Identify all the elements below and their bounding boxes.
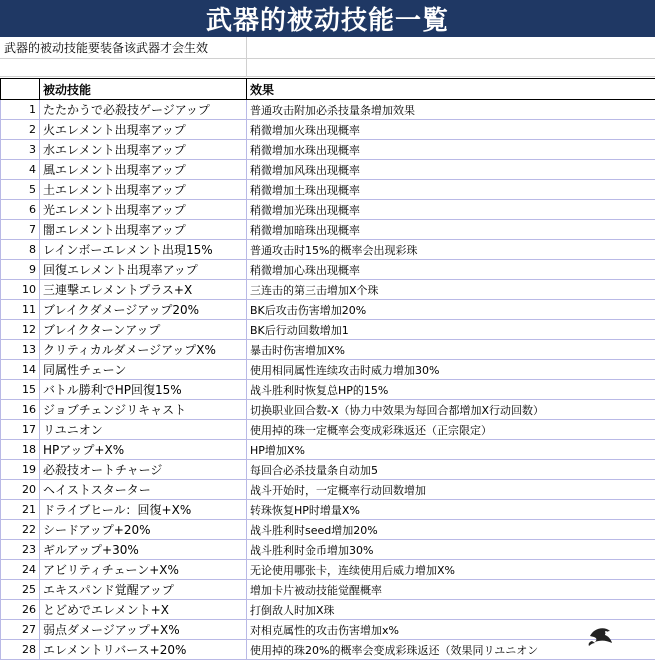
table-row bbox=[1, 600, 655, 620]
effect-cell: BK后行动回数增加1 bbox=[247, 320, 655, 340]
skill-column-header: 被动技能 bbox=[40, 79, 247, 100]
skill-name-cell: レインボーエレメント出現15% bbox=[40, 240, 247, 260]
row-number: 27 bbox=[1, 620, 40, 640]
table-row bbox=[1, 320, 655, 340]
effect-cell: 稍微增加心珠出现概率 bbox=[247, 260, 655, 280]
effect-cell: 普通攻击时15%的概率会出现彩珠 bbox=[247, 240, 655, 260]
skills-table bbox=[0, 78, 655, 660]
column-divider bbox=[246, 59, 247, 76]
effect-cell: 稍微增加风珠出现概率 bbox=[247, 160, 655, 180]
effect-cell: 转珠恢复HP时增量X% bbox=[247, 500, 655, 520]
fish-logo-icon bbox=[586, 622, 616, 648]
table-row bbox=[1, 380, 655, 400]
row-number: 25 bbox=[1, 580, 40, 600]
row-number: 15 bbox=[1, 380, 40, 400]
skill-name-cell: ジョブチェンジリキャスト bbox=[40, 400, 247, 420]
effect-cell: 战斗胜利时金币增加30% bbox=[247, 540, 655, 560]
effect-cell: 稍微增加火珠出现概率 bbox=[247, 120, 655, 140]
effect-cell: 使用相同属性连续攻击时威力增加30% bbox=[247, 360, 655, 380]
table-row bbox=[1, 520, 655, 540]
skill-name-cell: たたかうで必殺技ゲージアップ bbox=[40, 100, 247, 120]
row-number: 4 bbox=[1, 160, 40, 180]
row-number: 10 bbox=[1, 280, 40, 300]
row-number: 26 bbox=[1, 600, 40, 620]
table-row bbox=[1, 120, 655, 140]
table-row bbox=[1, 300, 655, 320]
page-title-banner bbox=[0, 0, 655, 37]
skill-name-cell: シードアップ+20% bbox=[40, 520, 247, 540]
effect-cell: 战斗胜利时恢复总HP的15% bbox=[247, 380, 655, 400]
table-row bbox=[1, 580, 655, 600]
skill-name-cell: とどめでエレメント+X bbox=[40, 600, 247, 620]
effect-column-header: 效果 bbox=[247, 79, 655, 100]
skill-name-cell: エキスパンド覚醒アップ bbox=[40, 580, 247, 600]
skill-name-cell: ギルアップ+30% bbox=[40, 540, 247, 560]
skill-name-cell: 同属性チェーン bbox=[40, 360, 247, 380]
skill-name-cell: クリティカルダメージアップX% bbox=[40, 340, 247, 360]
table-row bbox=[1, 560, 655, 580]
skill-name-cell: 光エレメント出現率アップ bbox=[40, 200, 247, 220]
table-body bbox=[1, 100, 655, 660]
skill-name-cell: アビリティチェーン+X% bbox=[40, 560, 247, 580]
skill-name-cell: 必殺技オートチャージ bbox=[40, 460, 247, 480]
effect-cell: 普通攻击附加必杀技量条增加效果 bbox=[247, 100, 655, 120]
table-row bbox=[1, 340, 655, 360]
effect-cell: 对相克属性的攻击伤害增加x% bbox=[247, 620, 655, 640]
table-row bbox=[1, 160, 655, 180]
skill-name-cell: HPアップ+X% bbox=[40, 440, 247, 460]
row-number: 13 bbox=[1, 340, 40, 360]
row-number: 9 bbox=[1, 260, 40, 280]
skill-name-cell: エレメントリバース+20% bbox=[40, 640, 247, 660]
row-number: 7 bbox=[1, 220, 40, 240]
table-row bbox=[1, 240, 655, 260]
skill-name-cell: 風エレメント出現率アップ bbox=[40, 160, 247, 180]
effect-cell: 战斗开始时，一定概率行动回数增加 bbox=[247, 480, 655, 500]
effect-cell: 无论使用哪张卡，连续使用后威力增加X% bbox=[247, 560, 655, 580]
table-header-row bbox=[1, 79, 655, 100]
skill-name-cell: 闇エレメント出現率アップ bbox=[40, 220, 247, 240]
note-row bbox=[0, 37, 655, 59]
effect-cell: 打倒敌人时加X珠 bbox=[247, 600, 655, 620]
skill-name-cell: 火エレメント出現率アップ bbox=[40, 120, 247, 140]
table-row bbox=[1, 200, 655, 220]
row-number: 11 bbox=[1, 300, 40, 320]
effect-cell: 稍微增加土珠出现概率 bbox=[247, 180, 655, 200]
table-row bbox=[1, 500, 655, 520]
row-number: 16 bbox=[1, 400, 40, 420]
effect-cell: 增加卡片被动技能觉醒概率 bbox=[247, 580, 655, 600]
row-number: 18 bbox=[1, 440, 40, 460]
table-row bbox=[1, 400, 655, 420]
skill-name-cell: 三連撃エレメントプラス+X bbox=[40, 280, 247, 300]
skill-name-cell: 弱点ダメージアップ+X% bbox=[40, 620, 247, 640]
row-number: 28 bbox=[1, 640, 40, 660]
skill-name-cell: ブレイクダメージアップ20% bbox=[40, 300, 247, 320]
row-number: 3 bbox=[1, 140, 40, 160]
effect-cell: 稍微增加水珠出现概率 bbox=[247, 140, 655, 160]
effect-cell: 稍微增加暗珠出现概率 bbox=[247, 220, 655, 240]
table-row bbox=[1, 540, 655, 560]
row-number: 21 bbox=[1, 500, 40, 520]
skill-name-cell: ブレイクターンアップ bbox=[40, 320, 247, 340]
row-number: 6 bbox=[1, 200, 40, 220]
effect-cell: 暴击时伤害增加X% bbox=[247, 340, 655, 360]
skill-name-cell: 回復エレメント出現率アップ bbox=[40, 260, 247, 280]
table-row bbox=[1, 100, 655, 120]
row-number: 24 bbox=[1, 560, 40, 580]
effect-cell: 使用掉的珠一定概率会变成彩珠返还（正宗限定） bbox=[247, 420, 655, 440]
table-row bbox=[1, 440, 655, 460]
skill-name-cell: 土エレメント出現率アップ bbox=[40, 180, 247, 200]
effect-cell: 稍微增加光珠出现概率 bbox=[247, 200, 655, 220]
row-number: 17 bbox=[1, 420, 40, 440]
row-number: 19 bbox=[1, 460, 40, 480]
row-number: 23 bbox=[1, 540, 40, 560]
skill-name-cell: バトル勝利でHP回復15% bbox=[40, 380, 247, 400]
effect-cell: BK后攻击伤害增加20% bbox=[247, 300, 655, 320]
effect-cell: 每回合必杀技量条自动加5 bbox=[247, 460, 655, 480]
row-number: 14 bbox=[1, 360, 40, 380]
blank-row bbox=[0, 59, 655, 77]
row-number: 1 bbox=[1, 100, 40, 120]
row-number: 8 bbox=[1, 240, 40, 260]
table-row bbox=[1, 460, 655, 480]
skill-name-cell: リユニオン bbox=[40, 420, 247, 440]
column-divider bbox=[246, 37, 247, 58]
table-row bbox=[1, 220, 655, 240]
table-row bbox=[1, 280, 655, 300]
row-number: 2 bbox=[1, 120, 40, 140]
table-row bbox=[1, 620, 655, 640]
table-row bbox=[1, 420, 655, 440]
effect-cell: HP增加X% bbox=[247, 440, 655, 460]
skill-name-cell: ドライブヒール：回復+X% bbox=[40, 500, 247, 520]
table-row bbox=[1, 260, 655, 280]
row-number: 5 bbox=[1, 180, 40, 200]
skill-name-cell: 水エレメント出現率アップ bbox=[40, 140, 247, 160]
table-row bbox=[1, 640, 655, 660]
row-number-header bbox=[1, 79, 40, 100]
effect-cell: 战斗胜利时seed增加20% bbox=[247, 520, 655, 540]
note-text: 武器的被动技能要装备该武器才会生效 bbox=[4, 41, 209, 55]
effect-cell: 三连击的第三击增加X个珠 bbox=[247, 280, 655, 300]
row-number: 12 bbox=[1, 320, 40, 340]
effect-cell: 切换职业回合数-X（协力中效果为每回合都增加X行动回数） bbox=[247, 400, 655, 420]
row-number: 20 bbox=[1, 480, 40, 500]
table-row bbox=[1, 180, 655, 200]
table-row bbox=[1, 140, 655, 160]
skill-name-cell: ヘイストスターター bbox=[40, 480, 247, 500]
table-row bbox=[1, 360, 655, 380]
table-row bbox=[1, 480, 655, 500]
effect-cell: 使用掉的珠20%的概率会变成彩珠返还（效果同リユニオン bbox=[247, 640, 655, 660]
page-title: 武器的被动技能一覧 bbox=[205, 6, 449, 36]
row-number: 22 bbox=[1, 520, 40, 540]
